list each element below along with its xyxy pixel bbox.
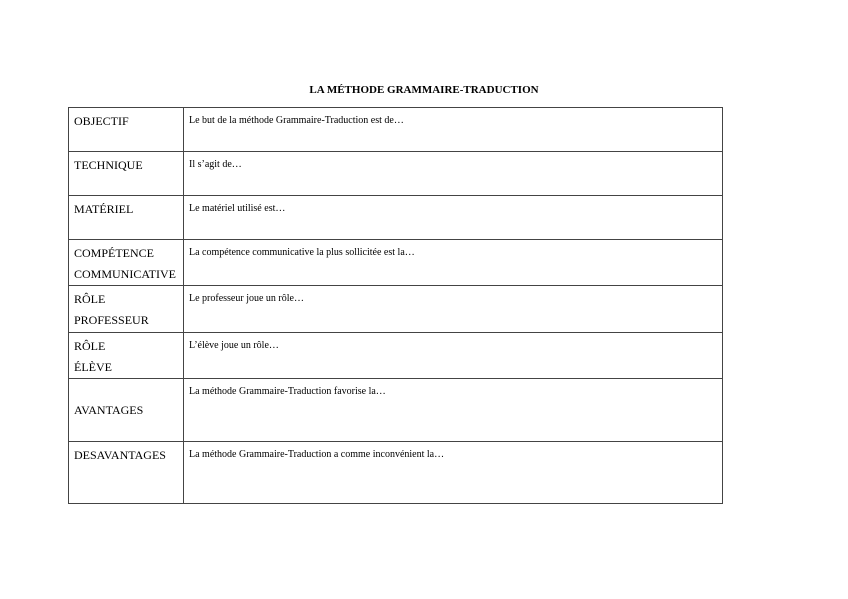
row-label-line: OBJECTIF bbox=[74, 114, 129, 128]
table-row-technique bbox=[69, 152, 723, 196]
row-label-competence bbox=[69, 240, 184, 286]
row-value-avantages: La méthode Grammaire-Traduction favorise la… bbox=[184, 379, 723, 442]
table-row-role-professeur bbox=[69, 286, 723, 333]
row-value-competence: La compétence communicative la plus sollicitée est la… bbox=[184, 240, 723, 286]
row-label-line: COMMUNICATIVE bbox=[74, 267, 176, 281]
row-label-line: RÔLE bbox=[74, 339, 106, 353]
table-row-role-eleve bbox=[69, 333, 723, 379]
document-title: LA MÉTHODE GRAMMAIRE-TRADUCTION bbox=[309, 84, 539, 96]
table-row-objectif bbox=[69, 108, 723, 152]
row-value-technique: Il s’agit de… bbox=[184, 152, 723, 196]
row-label-role-eleve bbox=[69, 333, 184, 379]
row-label-avantages bbox=[69, 379, 184, 442]
row-value-role-professeur: Le professeur joue un rôle… bbox=[184, 286, 723, 333]
row-label-role-professeur bbox=[69, 286, 184, 333]
row-value-desavantages: La méthode Grammaire-Traduction a comme inconvénient la… bbox=[184, 442, 723, 504]
row-label-objectif bbox=[69, 108, 184, 152]
row-label-materiel bbox=[69, 196, 184, 240]
row-label-line: COMPÉTENCE bbox=[74, 246, 155, 260]
table-row-desavantages bbox=[69, 442, 723, 504]
row-label-line: PROFESSEUR bbox=[74, 313, 149, 327]
row-label-desavantages bbox=[69, 442, 184, 504]
row-label-line: TECHNIQUE bbox=[74, 158, 143, 172]
row-value-materiel: Le matériel utilisé est… bbox=[184, 196, 723, 240]
row-label-line: ÉLÈVE bbox=[74, 360, 112, 374]
row-label-line: DESAVANTAGES bbox=[74, 448, 166, 462]
row-label-line: MATÉRIEL bbox=[74, 202, 134, 216]
table-row-avantages bbox=[69, 379, 723, 442]
row-label-line: AVANTAGES bbox=[74, 402, 144, 417]
row-value-objectif: Le but de la méthode Grammaire-Traduction est de… bbox=[184, 108, 723, 152]
row-label-line: RÔLE bbox=[74, 292, 106, 306]
table-row-competence bbox=[69, 240, 723, 286]
table-row-materiel bbox=[69, 196, 723, 240]
method-table bbox=[68, 107, 723, 504]
row-value-role-eleve: L’élève joue un rôle… bbox=[184, 333, 723, 379]
row-label-technique bbox=[69, 152, 184, 196]
